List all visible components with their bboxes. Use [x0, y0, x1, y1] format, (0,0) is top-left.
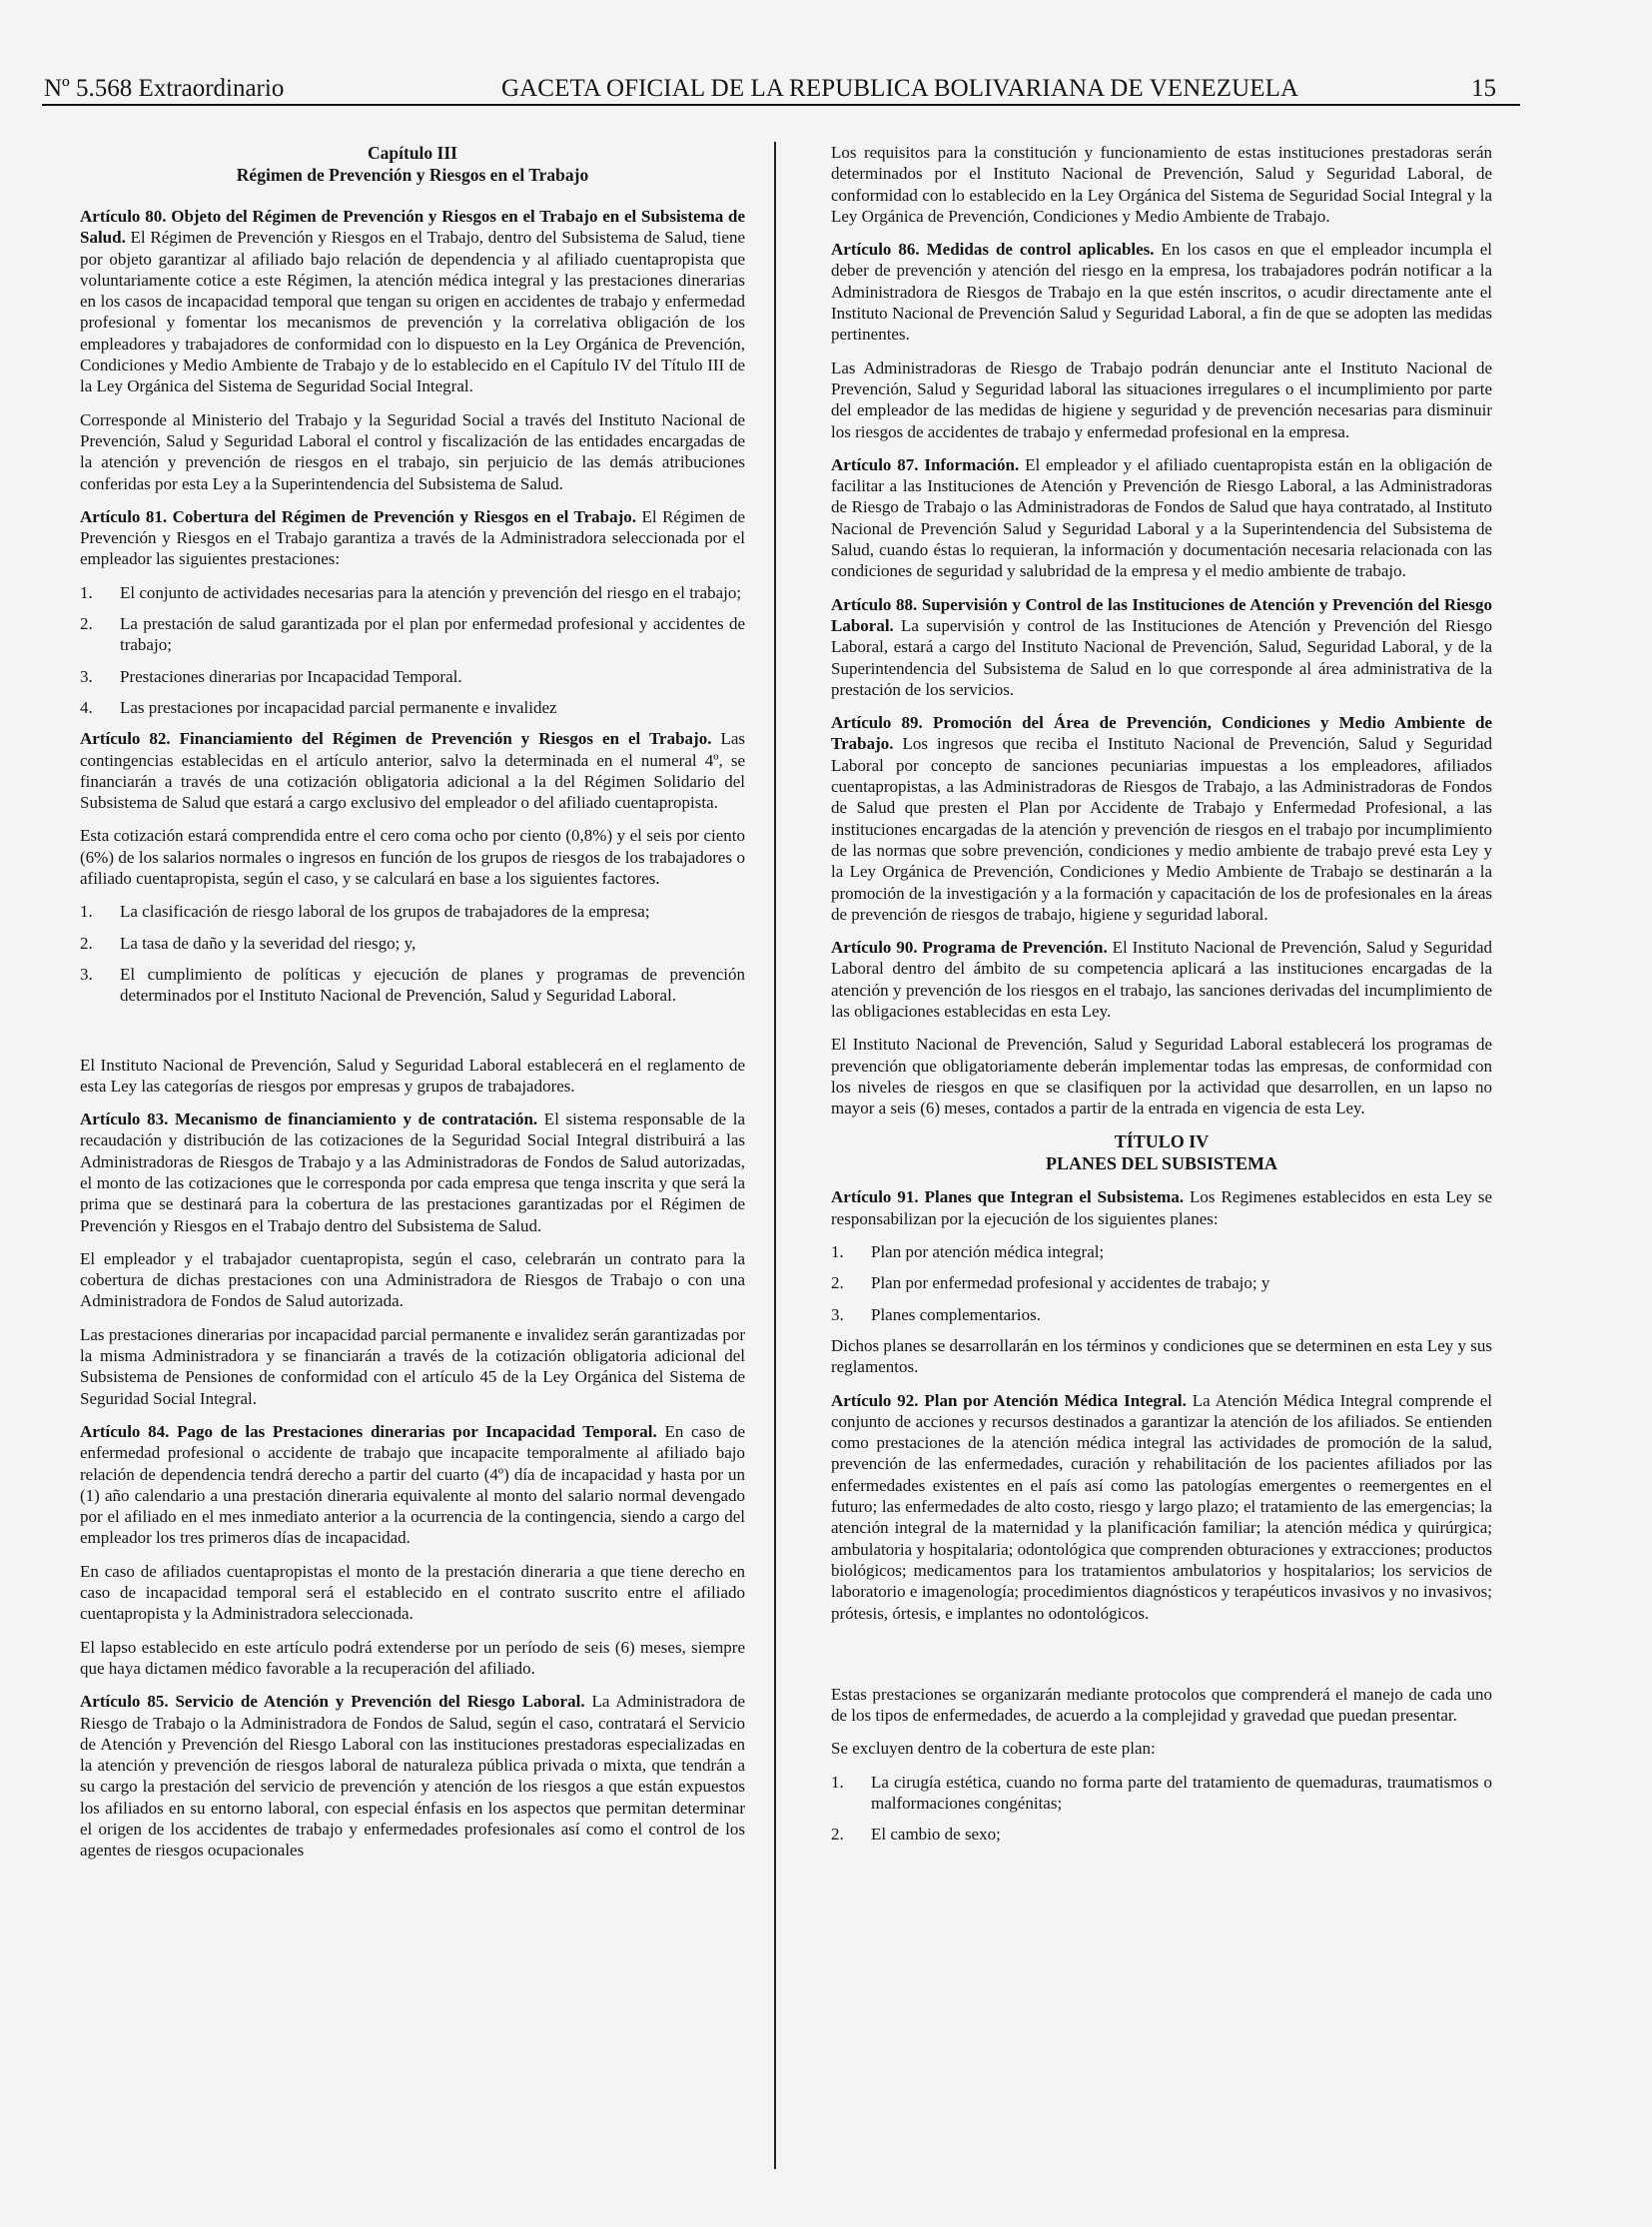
gazette-title: GACETA OFICIAL DE LA REPUBLICA BOLIVARIANA DE VENEZUELA [501, 75, 1299, 102]
header-underline [42, 104, 290, 106]
article-84 [80, 1421, 745, 1549]
article-88 [831, 594, 1492, 700]
list-item-number: 2. [831, 1273, 844, 1293]
article-85-continuation: Los requisitos para la constitución y funcionamiento de estas instituciones prestadoras serán determinados por el Instituto Nacional de Prevención, Salud y Seguridad Laboral, de conformidad con lo establecido en la Ley Orgánica del Sistema de Seguridad Social Integral y la Ley Orgánica de Prevención, Condiciones y Medio Ambiente de Trabajo. [831, 143, 1492, 226]
title-iv: TÍTULO IV [1114, 1131, 1210, 1152]
list-item [80, 697, 745, 718]
list-item-text: La clasificación de riesgo laboral de los grupos de trabajadores de la empresa; [120, 902, 650, 922]
article-81-text: El Régimen de Prevención y Riesgos en el Trabajo garantiza a través de la Administradora seleccionada por el empleador las siguientes prestaciones: [80, 506, 745, 569]
list-item [80, 901, 745, 922]
list-item-number: 1. [80, 582, 93, 602]
article-86 [831, 239, 1492, 345]
article-80 [80, 206, 745, 397]
article-84-paragraph-3: El lapso establecido en este artículo podrá extenderse por un período de seis (6) meses, siempre que haya dictamen médico favorable a la recuperación del afiliado. [80, 1637, 745, 1678]
article-91-paragraph-2: Dichos planes se desarrollarán en los términos y condiciones que se determinen en esta Ley y sus reglamentos. [831, 1335, 1492, 1377]
article-87-title: Artículo 87. Información. [831, 454, 1020, 474]
article-86-text: En los casos en que el empleador incumpla el deber de prevención y atención del riesgo en la empresa, los trabajadores podrán notificar a la Administradora de Riesgos de Trabajo en la que estén inscritos, o acudir directamente ante el Instituto Nacional de Prevención Salud y Seguridad Laboral, a fin de que se adopten las medidas pertinentes. [831, 240, 1492, 345]
column-divider [774, 142, 776, 2169]
list-item-number: 1. [831, 1242, 844, 1262]
list-item [80, 933, 745, 954]
list-item-text: El cumplimiento de políticas y ejecución de planes y programas de prevención determinados por el Instituto Nacional de Prevención, Salud y Seguridad Laboral. [120, 964, 745, 1006]
list-item-text: Plan por atención médica integral; [871, 1242, 1105, 1262]
article-80-title: Artículo 80. Objeto del Régimen de Prevención y Riesgos en el Trabajo en el Subsistema de Salud. [80, 207, 745, 248]
list-item-number: 3. [80, 666, 93, 686]
list-item [80, 964, 745, 1007]
article-85-title: Artículo 85. Servicio de Atención y Prevención del Riesgo Laboral. [80, 1692, 585, 1712]
article-82-paragraph-2: Esta cotización estará comprendida entre el cero coma ocho por ciento (0,8%) y el seis por ciento (6%) de los salarios normales o ingresos en función de los grupos de riesgos de los trabajadores o afiliado cuentapropista, según el caso, y se calculará en base a los siguientes factores. [80, 826, 745, 889]
title-iv-heading [831, 1130, 1492, 1174]
list-item-number: 2. [80, 614, 93, 634]
article-83-paragraph-2: El empleador y el trabajador cuentapropista, según el caso, celebrarán un contrato para la cobertura de dichas prestaciones con una Administradora de Riesgos de Trabajo o con una Administradora de Fondos de Salud autorizada. [80, 1248, 745, 1311]
article-81 [80, 506, 745, 570]
article-83-title: Artículo 83. Mecanismo de financiamiento y de contratación. [80, 1110, 538, 1129]
left-column [80, 142, 745, 2159]
article-91-list [831, 1241, 1492, 1325]
article-89-title: Artículo 89. Promoción del Área de Prevención, Condiciones y Medio Ambiente de Trabajo. [831, 713, 1492, 754]
list-item-number: 1. [80, 902, 93, 922]
list-item-number: 2. [831, 1825, 844, 1845]
article-81-list [80, 582, 745, 718]
list-item [80, 613, 745, 656]
list-item-text: La tasa de daño y la severidad del riesgo; y, [120, 933, 416, 953]
article-84-text: En caso de enfermedad profesional o accidente de trabajo que incapacite temporalmente al afiliado bajo relación de dependencia tendrá derecho a partir del cuarto (4º) día de incapacidad y hasta por un (1) año calendario a una prestación dineraria equivalente al monto del salario normal devengado por el afiliado en el mes inmediato anterior a la ocurrencia de la contingencia, siendo a cargo del empleador los tres primeros días de incapacidad. [80, 1421, 745, 1548]
title-iv-subtitle: PLANES DEL SUBSISTEMA [1045, 1153, 1278, 1174]
article-82-list [80, 901, 745, 1006]
article-91-text: Los Regimenes establecidos en esta Ley se responsabilizan por la ejecución de los siguientes planes: [831, 1187, 1492, 1228]
list-item-number: 3. [80, 964, 93, 984]
article-84-title: Artículo 84. Pago de las Prestaciones dinerarias por Incapacidad Temporal. [80, 1421, 657, 1441]
article-89-text: Los ingresos que reciba el Instituto Nacional de Prevención, Salud y Seguridad Laboral por concepto de sanciones pecuniarias impuestas a los empleadores, afiliados cuentapropistas, a las Administradoras de Riesgos de Trabajo, a las Administradoras de Fondos de Salud que presten el Plan por Accidente de Trabajo y Enfermedad Profesional, a las instituciones encargadas de la atención y prevención de riesgos en el trabajo por incumplimiento de las normas que sobre prevención, condiciones y medio ambiente de trabajo prevé esta Ley y la Ley Orgánica de Prevención, Condiciones y Medio Ambiente de Trabajo se destinarán a la promoción de la investigación y a la formación y capacitación de los de profesionales en la áreas de prevención de riesgos de trabajo, higiene y seguridad laboral. [831, 734, 1492, 924]
article-91 [831, 1186, 1492, 1229]
right-column [831, 142, 1492, 2159]
list-item-number: 4. [80, 697, 93, 717]
article-92-paragraph-2: Estas prestaciones se organizarán mediante protocolos que comprenderá el manejo de cada uno de los tipos de enfermedades, de acuerdo a la complejidad y gravedad que puedan presentar. [831, 1684, 1492, 1726]
list-item [831, 1772, 1492, 1815]
article-83 [80, 1109, 745, 1236]
article-92-list [831, 1772, 1492, 1846]
article-87 [831, 454, 1492, 582]
list-item-number: 3. [831, 1304, 844, 1324]
article-92-text: La Atención Médica Integral comprende el conjunto de acciones y recursos destinados a garantizar la atención de los afiliados. Se entienden como prestaciones de la atención médica integral las actividades de promoción de la salud, prevención de las enfermedades, curación y rehabilitación de los pacientes afiliados por las enfermedades existentes en el país así como las patologías emergentes o reemergentes en el futuro; las enfermedades de alto costo, riesgo y largo plazo; el tratamiento de las emergencias; la atención integral de la maternidad y la planificación familiar; la atención médica y quirúrgica; ambulatoria y hospitalaria; odontológica que comprenden obturaciones y extracciones; productos biológicos; medicamentos para los tratamientos ambulatorios y hospitalarios; los servicios de laboratorio e imagenología; procedimientos diagnósticos y terapéuticos invasivos y no invasivos; prótesis, órtesis, e implantes no odontológicos. [831, 1390, 1492, 1623]
list-item-text: La prestación de salud garantizada por el plan por enfermedad profesional y accidentes de trabajo; [120, 614, 745, 655]
list-item-text: El cambio de sexo; [871, 1825, 1001, 1845]
article-87-text: El empleador y el afiliado cuentapropista están en la obligación de facilitar a las Instituciones de Atención y Prevención de Riesgo Laboral, a las Administradoras de Riesgo de Trabajo o las Administradoras de Fondos de Salud que haya contratado, al Instituto Nacional de Prevención Salud y Seguridad Laboral y a la Superintendencia del Subsistema de Salud, cuando éstas lo requieran, la información y documentación necesaria relacionada con las condiciones de seguridad y salubridad de la empresa y el medio ambiente de trabajo. [831, 454, 1493, 581]
list-item [80, 666, 745, 687]
article-88-title: Artículo 88. Supervisión y Control de las Instituciones de Atención y Prevención del Riesgo Laboral. [831, 594, 1492, 635]
list-item-text: Planes complementarios. [871, 1304, 1041, 1324]
article-86-title: Artículo 86. Medidas de control aplicables. [831, 240, 1155, 260]
article-81-title: Artículo 81. Cobertura del Régimen de Prevención y Riesgos en el Trabajo. [80, 506, 637, 526]
article-91-title: Artículo 91. Planes que Integran el Subsistema. [831, 1187, 1185, 1207]
spacer [80, 1017, 745, 1055]
chapter-title: Capítulo III [368, 143, 457, 163]
article-80-text: El Régimen de Prevención y Riesgos en el Trabajo, dentro del Subsistema de Salud, tiene por objeto garantizar al afiliado bajo relación de dependencia y al afiliado cuentapropista que voluntariamente cotice a este Régimen, la atención médica integral y las prestaciones dinerarias en los casos de incapacidad temporal que tengan su origen en accidentes de trabajo y enfermedad profesional y fomentar los mecanismos de prevención y la correlativa obligación de los empleadores y trabajadores de conformidad con lo dispuesto en la Ley Orgánica de Prevención, Condiciones y Medio Ambiente de Trabajo y de lo establecido en el Capítulo IV del Título III de la Ley Orgánica del Sistema de Seguridad Social Integral. [80, 228, 745, 396]
article-83-text: El sistema responsable de la recaudación y distribución de las cotizaciones de la Seguridad Social Integral distribuirá a las Administradoras de Riesgos de Trabajo y a las Administradoras de Fondos de Salud autorizadas, el monto de las cotizaciones que le corresponda por cada empresa que tenga inscrita y que será la prima que se destinará para la cobertura de las prestaciones garantizadas por el Régimen de Prevención y Riesgos en el Trabajo dentro del Subsistema de Salud. [80, 1110, 746, 1235]
article-90-title: Artículo 90. Programa de Prevención. [831, 938, 1108, 958]
article-83-paragraph-3: Las prestaciones dinerarias por incapacidad parcial permanente e invalidez serán garantizadas por la misma Administradora y se financiarán a través de la cotización obligatoria adicional del Subsistema de Pensiones de conformidad con el artículo 45 de la Ley Orgánica del Sistema de Seguridad Social Integral. [80, 1324, 745, 1408]
article-85 [80, 1691, 745, 1860]
article-82-text: Las contingencias establecidas en el artículo anterior, salvo la determinada en el numeral 4º, se financiarán a través de una cotización obligatoria adicional a la del Régimen Solidario del Subsistema de Salud que estará a cargo exclusivo del empleador o del afiliado cuentapropista. [80, 729, 746, 813]
article-92-paragraph-3: Se excluyen dentro de la cobertura de este plan: [831, 1739, 1156, 1759]
article-82-title: Artículo 82. Financiamiento del Régimen de Prevención y Riesgos en el Trabajo. [80, 729, 712, 749]
list-item-text: El conjunto de actividades necesarias para la atención y prevención del riesgo en el trabajo; [120, 582, 742, 602]
list-item-number: 1. [831, 1772, 844, 1792]
article-86-paragraph-2: Las Administradoras de Riesgo de Trabajo podrán denunciar ante el Instituto Nacional de Prevención, Salud y Seguridad laboral las situaciones irregulares o el incumplimiento por parte del empleador de las medidas de higiene y seguridad y de prevención necesarias para disminuir los riesgos de accidentes de trabajo y enfermedad profesional en la empresa. [831, 358, 1492, 441]
article-90-paragraph-2: El Instituto Nacional de Prevención, Salud y Seguridad Laboral establecerá los programas de prevención que obligatoriamente deberán implementar todas las empresas, de conformidad con los niveles de riesgos en que se clasifiquen por la actividad que desarrollen, en un lapso no mayor a seis (6) meses, contados a partir de la entrada en vigencia de esta Ley. [831, 1035, 1492, 1118]
article-90-text: El Instituto Nacional de Prevención, Salud y Seguridad Laboral dentro del ámbito de su competencia aplicará a las instituciones encargadas de la atención y prevención de los riesgos en el trabajo, las sanciones derivadas del incumplimiento de las obligaciones establecidas en esta Ley. [831, 938, 1492, 1021]
chapter-subtitle: Régimen de Prevención y Riesgos en el Trabajo [236, 165, 589, 185]
article-84-paragraph-2: En caso de afiliados cuentapropistas el monto de la prestación dineraria a que tiene derecho en caso de incapacidad temporal será el establecido en el contrato suscrito entre el afiliado cuentapropista y la Administradora seleccionada. [80, 1561, 745, 1624]
article-85-text: La Administradora de Riesgo de Trabajo o la Administradora de Fondos de Salud, según el caso, contratará el Servicio de Atención y Prevención del Riesgo Laboral con las instituciones prestadoras especializadas en la atención y prevención de riesgos laboral de naturaleza pública privada o mixta, que tendrán a su cargo la prestación del servicio de prevención y atención de los riesgos a que están expuestos los afiliados en su entorno laboral, con especial énfasis en los aspectos que permitan determinar el origen de los accidentes de trabajo y enfermedades profesionales así como el control de los agentes de riesgos ocupacionales [80, 1692, 745, 1860]
list-item [831, 1824, 1492, 1845]
spacer [831, 1636, 1492, 1684]
article-89 [831, 712, 1492, 925]
list-item [831, 1241, 1492, 1262]
list-item-text: Prestaciones dinerarias por Incapacidad Temporal. [120, 666, 462, 686]
list-item [831, 1272, 1492, 1293]
article-92-title: Artículo 92. Plan por Atención Médica Integral. [831, 1390, 1187, 1410]
issue-number: Nº 5.568 Extraordinario [44, 75, 285, 102]
article-80-paragraph-2: Corresponde al Ministerio del Trabajo y la Seguridad Social a través del Instituto Nacional de Prevención, Salud y Seguridad Laboral el control y fiscalización de las entidades encargadas de la atención y prevención de riesgos en el trabajo, sin perjuicio de las demás atribuciones conferidas por esta Ley a la Superintendencia del Subsistema de Salud. [80, 409, 745, 493]
list-item [80, 582, 745, 603]
chapter-heading [80, 142, 745, 186]
list-item-number: 2. [80, 933, 93, 953]
article-82 [80, 728, 745, 813]
article-90 [831, 937, 1492, 1022]
list-item-text: La cirugía estética, cuando no forma parte del tratamiento de quemaduras, traumatismos o malformaciones congénitas; [871, 1772, 1492, 1813]
list-item-text: Las prestaciones por incapacidad parcial permanente e invalidez [120, 697, 557, 717]
article-88-text: La supervisión y control de las Instituciones de Atención y Prevención del Riesgo Laboral, estará a cargo del Instituto Nacional de Prevención, Salud, Seguridad Laboral, y de la Superintendencia del Subsistema de Salud en lo que corresponde al área administrativa de la prestación de los servicios. [831, 615, 1492, 699]
page-number: 15 [1471, 75, 1496, 102]
article-82-paragraph-3: El Instituto Nacional de Prevención, Salud y Seguridad Laboral establecerá en el reglamento de esta Ley las categorías de riesgos por empresas y grupos de trabajadores. [80, 1055, 745, 1096]
page-header [42, 70, 1520, 106]
list-item [831, 1304, 1492, 1325]
article-92 [831, 1390, 1492, 1624]
list-item-text: Plan por enfermedad profesional y accidentes de trabajo; y [871, 1273, 1270, 1293]
